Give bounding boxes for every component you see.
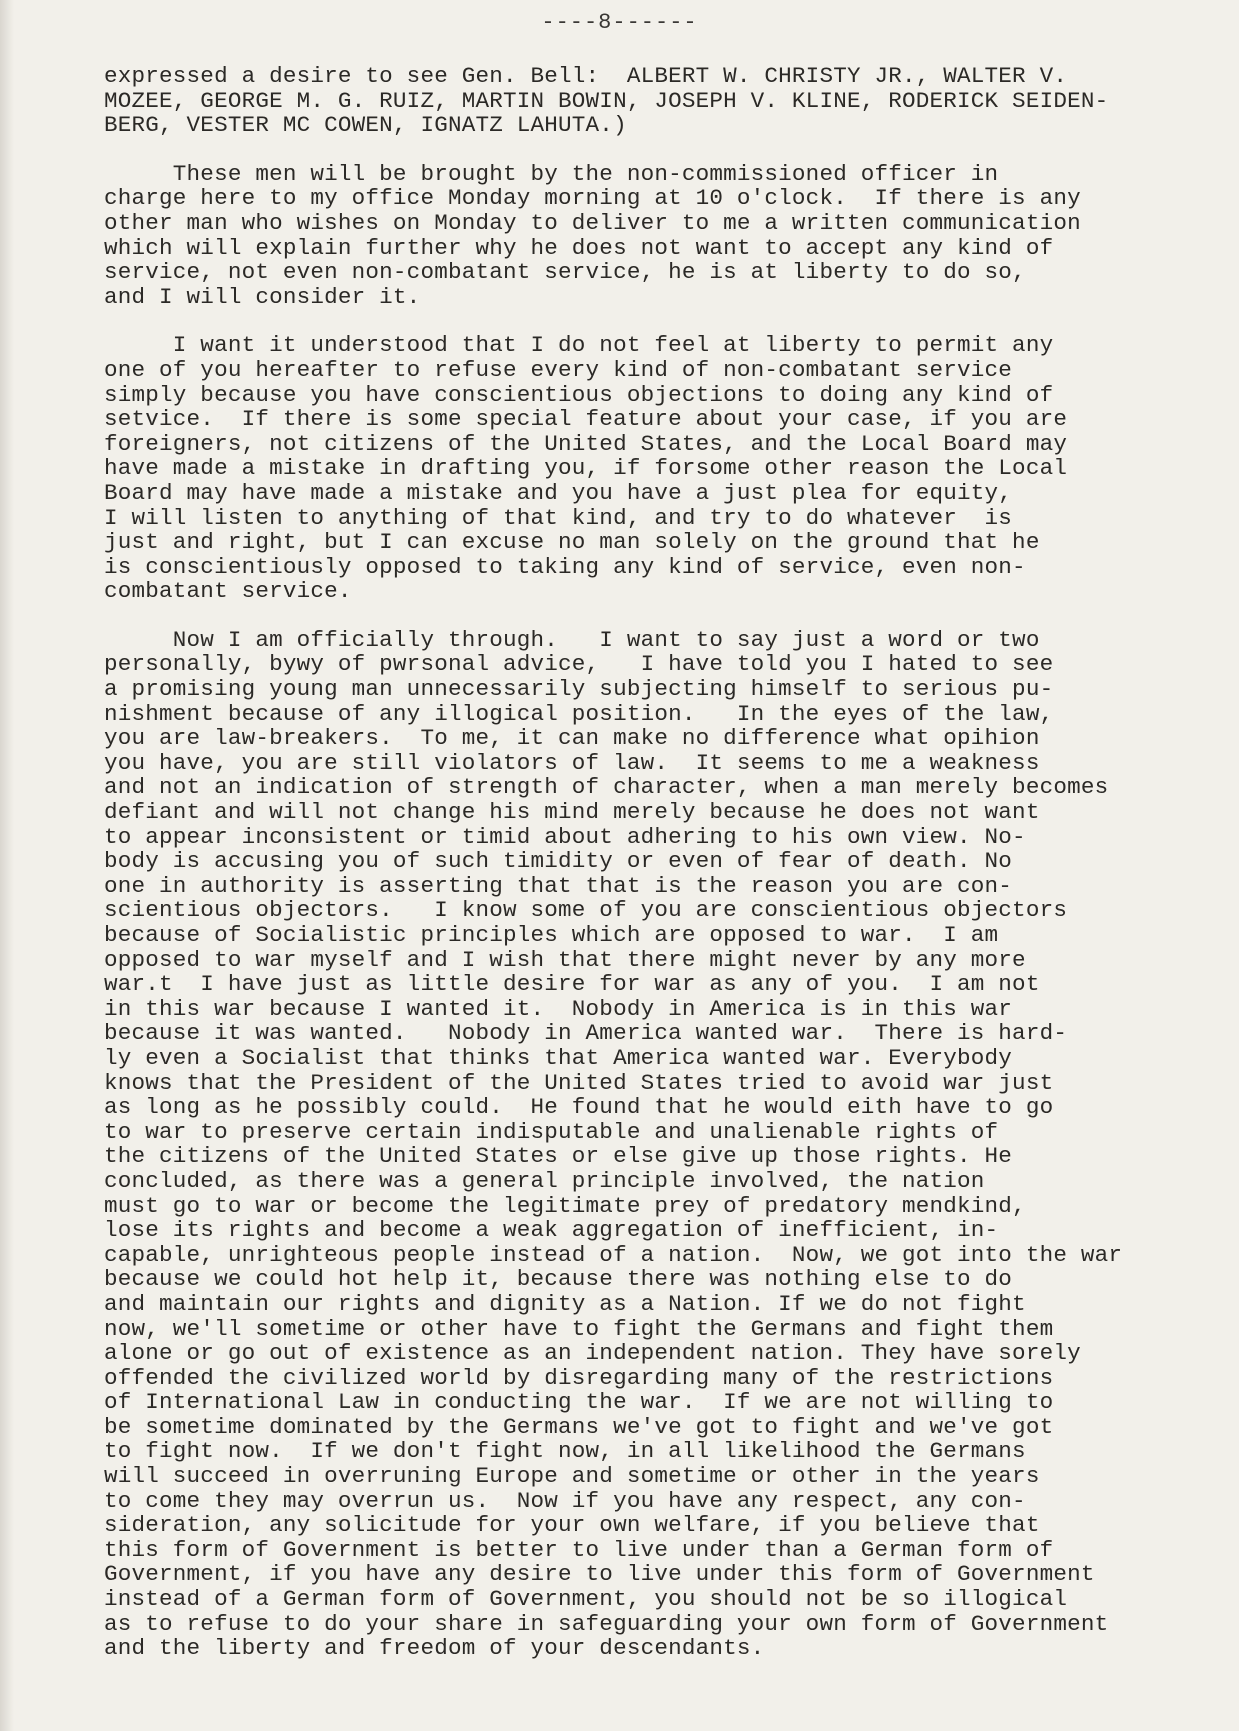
text-line: other man who wishes on Monday to deliver to me a written communication xyxy=(104,209,1081,236)
paragraph-gap xyxy=(104,138,1219,162)
text-line: setvice. If there is some special feature about your case, if you are xyxy=(104,406,1068,433)
text-line: war.t I have just as little desire for war as any of you. I am not xyxy=(104,971,1040,998)
paragraph-gap xyxy=(104,604,1219,628)
paragraph-1 xyxy=(104,64,1219,138)
text-line: as long as he possibly could. He found that he would eith have to go xyxy=(104,1094,1054,1121)
text-line: lose its rights and become a weak aggregation of inefficient, in- xyxy=(104,1217,999,1244)
text-line: I want it understood that I do not feel at liberty to permit any xyxy=(104,332,1054,359)
text-line: because it was wanted. Nobody in America wanted war. There is hard- xyxy=(104,1020,1068,1047)
paragraph-2 xyxy=(104,162,1219,310)
text-line: a promising young man unnecessarily subjecting himself to serious pu- xyxy=(104,676,1054,703)
text-line: must go to war or become the legitimate prey of predatory mendkind, xyxy=(104,1192,1026,1219)
text-line: just and right, but I can excuse no man solely on the ground that he xyxy=(104,529,1040,556)
text-line: simply because you have conscientious objections to doing any kind of xyxy=(104,381,1054,408)
text-line: and not an indication of strength of character, when a man merely becomes xyxy=(104,774,1109,801)
text-line: ly even a Socialist that thinks that America wanted war. Everybody xyxy=(104,1044,1013,1071)
text-line: have made a mistake in drafting you, if forsome other reason the Local xyxy=(104,455,1068,482)
text-line: be sometime dominated by the Germans we've got to fight and we've got xyxy=(104,1413,1054,1440)
text-line: body is accusing you of such timidity or even of fear of death. No xyxy=(104,848,1013,875)
text-line: MOZEE, GEORGE M. G. RUIZ, MARTIN BOWIN, JOSEPH V. KLINE, RODERICK SEIDEN- xyxy=(104,87,1109,114)
text-line: you have, you are still violators of law. It seems to me a weakness xyxy=(104,749,1040,776)
text-line: instead of a German form of Government, you should not be so illogical xyxy=(104,1586,1068,1613)
text-line: to fight now. If we don't fight now, in all likelihood the Germans xyxy=(104,1438,1026,1465)
text-line: defiant and will not change his mind merely because he does not want xyxy=(104,799,1040,826)
text-line: concluded, as there was a general principle involved, the nation xyxy=(104,1167,985,1194)
text-line: sideration, any solicitude for your own welfare, if you believe that xyxy=(104,1512,1040,1539)
text-line: Now I am officially through. I want to say just a word or two xyxy=(104,626,1040,653)
text-line: charge here to my office Monday morning at 10 o'clock. If there is any xyxy=(104,185,1081,212)
page-number: ----8------ xyxy=(541,10,698,35)
body-text xyxy=(104,64,1219,1661)
text-line: which will explain further why he does not want to accept any kind of xyxy=(104,234,1054,261)
text-line: expressed a desire to see Gen. Bell: ALBERT W. CHRISTY JR., WALTER V. xyxy=(104,63,1068,89)
text-line: now, we'll sometime or other have to fight the Germans and fight them xyxy=(104,1315,1054,1342)
text-line: and maintain our rights and dignity as a Nation. If we do not fight xyxy=(104,1290,1026,1317)
text-line: of International Law in conducting the war. If we are not willing to xyxy=(104,1389,1054,1416)
text-line: I will listen to anything of that kind, and try to do whatever is xyxy=(104,504,1013,531)
text-line: opposed to war myself and I wish that there might never by any more xyxy=(104,946,1026,973)
text-line: as to refuse to do your share in safeguarding your own form of Government xyxy=(104,1610,1109,1637)
text-line: to war to preserve certain indisputable and unalienable rights of xyxy=(104,1118,999,1145)
text-line: because of Socialistic principles which are opposed to war. I am xyxy=(104,922,999,948)
text-line: alone or go out of existence as an independent nation. They have sorely xyxy=(104,1340,1081,1367)
text-line: one of you hereafter to refuse every kind of non-combatant service xyxy=(104,356,1013,383)
text-line: is conscientiously opposed to taking any kind of service, even non- xyxy=(104,553,1026,580)
text-line: because we could hot help it, because there was nothing else to do xyxy=(104,1266,1013,1293)
text-line: BERG, VESTER MC COWEN, IGNATZ LAHUTA.) xyxy=(104,112,627,139)
text-line: will succeed in overruning Europe and sometime or other in the years xyxy=(104,1463,1040,1490)
text-line: this form of Government is better to live under than a German form of xyxy=(104,1536,1054,1563)
text-line: nishment because of any illogical position. In the eyes of the law, xyxy=(104,700,1054,727)
text-line: offended the civilized world by disregarding many of the restrictions xyxy=(104,1364,1054,1391)
text-line: Board may have made a mistake and you have a just plea for equity, xyxy=(104,479,1013,506)
text-line: foreigners, not citizens of the United States, and the Local Board may xyxy=(104,430,1068,457)
text-line: These men will be brought by the non-commissioned officer in xyxy=(104,160,999,187)
text-line: personally, bywy of pwrsonal advice, I have told you I hated to see xyxy=(104,651,1054,678)
text-line: knows that the President of the United States tried to avoid war just xyxy=(104,1069,1054,1096)
paragraph-3 xyxy=(104,333,1219,604)
text-line: capable, unrighteous people instead of a nation. Now, we got into the war xyxy=(104,1241,1123,1268)
text-line: Government, if you have any desire to live under this form of Government xyxy=(104,1561,1095,1588)
text-line: combatant service. xyxy=(104,578,352,605)
paragraph-gap xyxy=(104,309,1219,333)
text-line: service, not even non-combatant service, he is at liberty to do so, xyxy=(104,259,1026,286)
text-line: and I will consider it. xyxy=(104,283,421,310)
text-line: in this war because I wanted it. Nobody in America is in this war xyxy=(104,995,1013,1022)
text-line: scientious objectors. I know some of you are conscientious objectors xyxy=(104,897,1068,924)
text-line: and the liberty and freedom of your descendants. xyxy=(104,1635,765,1662)
text-line: one in authority is asserting that that is the reason you are con- xyxy=(104,872,1013,899)
paragraph-4 xyxy=(104,628,1219,1661)
text-line: to come they may overrun us. Now if you have any respect, any con- xyxy=(104,1487,1026,1514)
text-line: you are law-breakers. To me, it can make no difference what opihion xyxy=(104,725,1040,752)
text-line: the citizens of the United States or else give up those rights. He xyxy=(104,1143,1013,1170)
text-line: to appear inconsistent or timid about adhering to his own view. No- xyxy=(104,823,1026,850)
